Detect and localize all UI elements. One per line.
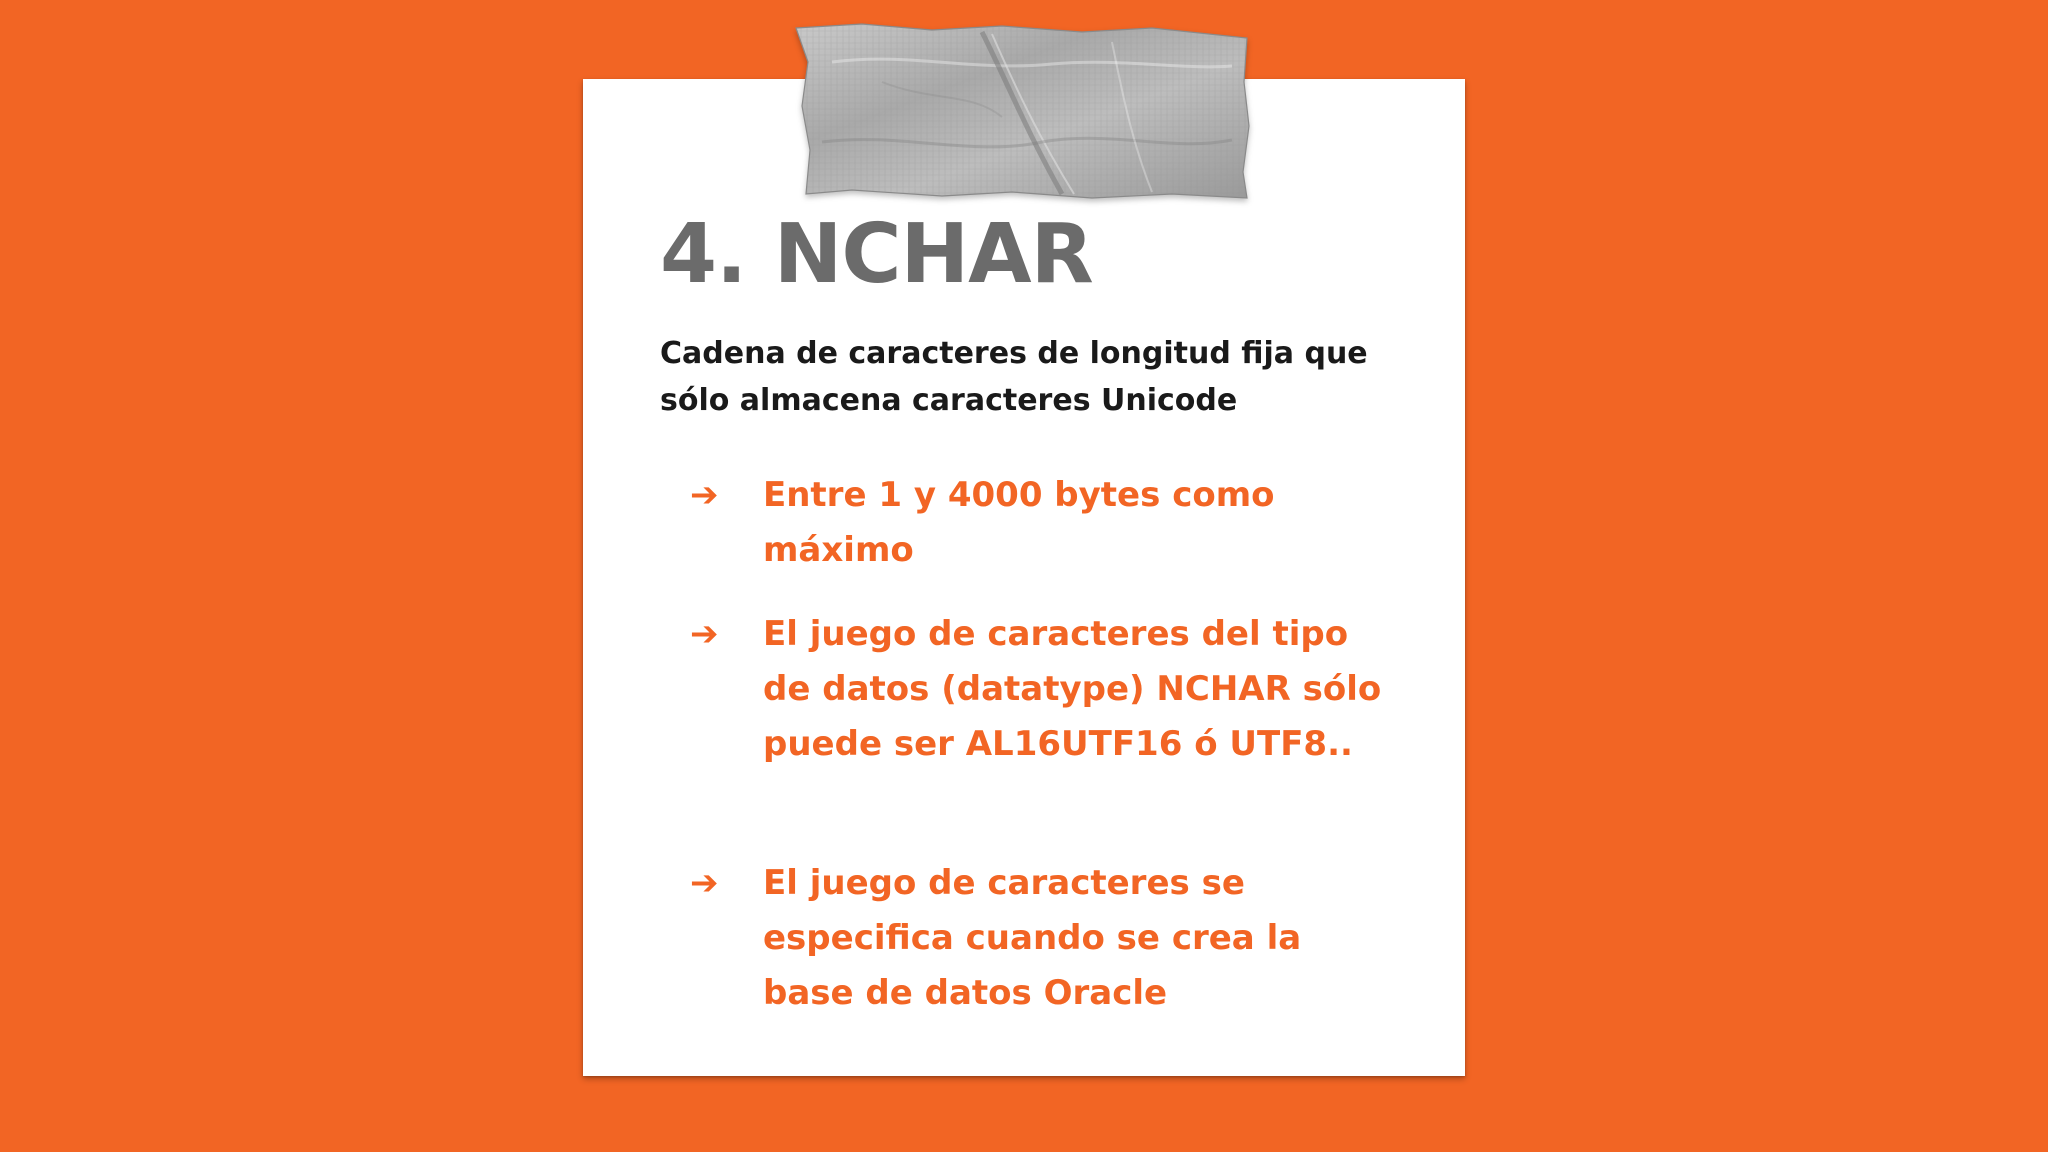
slide-subtitle: Cadena de caracteres de longitud fija que sólo almacena caracteres Unicode bbox=[660, 336, 1368, 418]
arrow-right-icon: ➔ bbox=[690, 614, 719, 654]
slide-title: 4. NCHAR bbox=[660, 207, 1093, 302]
arrow-right-icon: ➔ bbox=[690, 475, 719, 515]
bullet-text: El juego de caracteres se especifica cuando se crea la base de datos Oracle bbox=[763, 863, 1302, 1013]
bullet-text: El juego de caracteres del tipo de datos (datatype) NCHAR sólo puede ser AL16UTF16 ó UTF8.. bbox=[763, 614, 1382, 764]
bullet-text: Entre 1 y 4000 bytes como máximo bbox=[763, 475, 1275, 570]
duct-tape-graphic bbox=[792, 22, 1252, 204]
arrow-right-icon: ➔ bbox=[690, 863, 719, 903]
